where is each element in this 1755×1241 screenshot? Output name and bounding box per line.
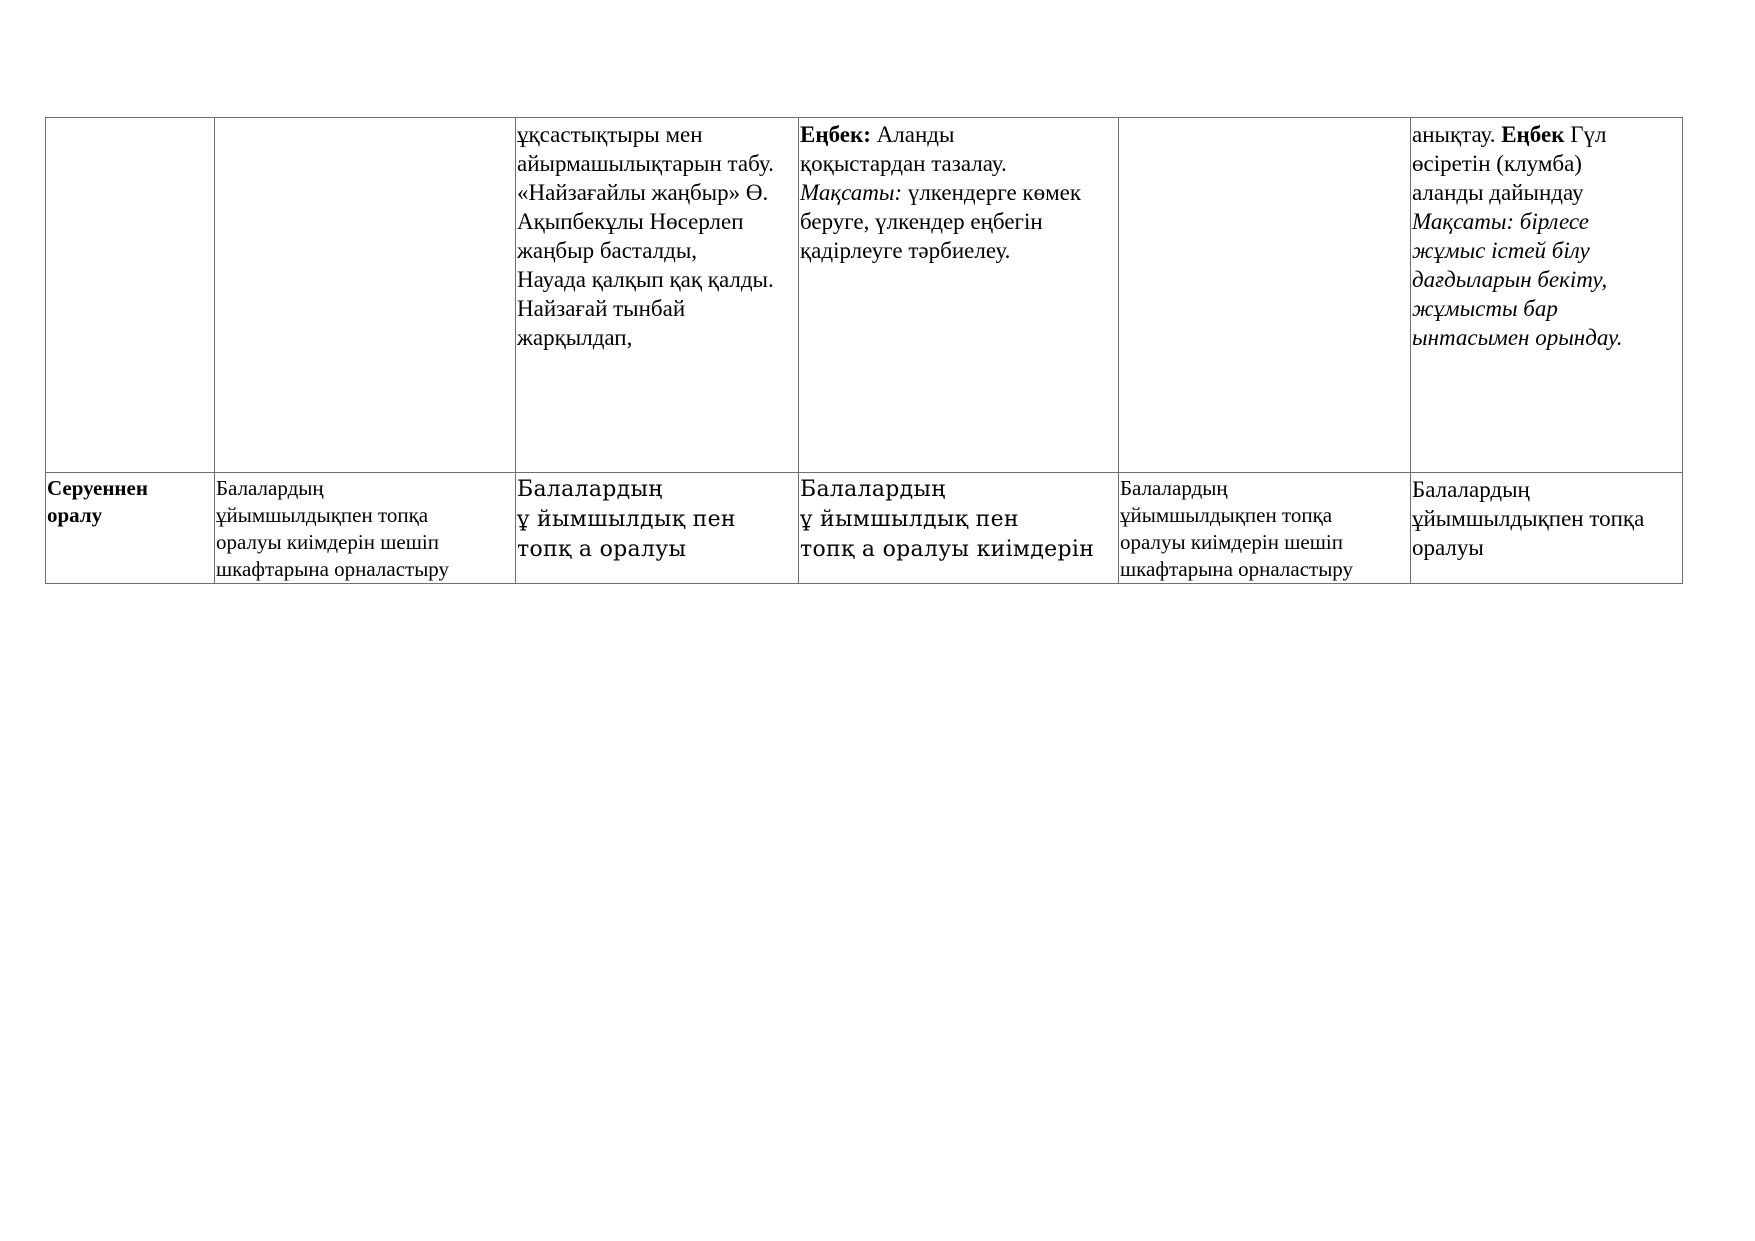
cell-text-line: жарқылдап, (517, 325, 633, 350)
cell-text-line: шкафтарына орналастыру (1120, 557, 1354, 581)
table-row (46, 118, 1683, 473)
cell-text-line: ұйымшылдықпен топқа (1120, 503, 1333, 527)
daily-plan-table (45, 117, 1683, 584)
cell-text-line (800, 178, 1117, 207)
row-heading: оралу (47, 503, 103, 527)
table-cell-r1-c1 (46, 118, 215, 473)
cell-text-line: Найзағай тынбай (517, 296, 686, 321)
table-cell-r2-c3 (516, 473, 799, 584)
cell-text-line: Балалардың (517, 477, 663, 502)
cell-text-line: ұ йымшылдық пен (517, 507, 736, 532)
goal-label: Мақсаты: (800, 180, 903, 205)
goal-text-line: дағдыларын бекіту, (1412, 267, 1608, 292)
cell-text-line: топқ а оралуы (517, 537, 687, 562)
cell-text-line: топқ а оралуы киімдерін (800, 537, 1095, 562)
cell-text-line: оралуы киімдерін шешіп (216, 530, 439, 554)
cell-text: анықтау. (1412, 122, 1502, 147)
table-cell-r2-c1 (46, 473, 215, 584)
row-heading: Серуеннен (47, 476, 148, 500)
goal-text-line: жұмысты бар (1412, 296, 1558, 321)
work-label: Еңбек (1501, 122, 1565, 147)
table-cell-r2-c5 (1119, 473, 1411, 584)
cell-text-line: Балалардың (1120, 476, 1228, 500)
goal-text-line: жұмыс істей білу (1412, 238, 1590, 263)
goal-text-line: Мақсаты: бірлесе (1412, 209, 1590, 234)
cell-text: үлкендерге көмек (902, 180, 1082, 205)
cell-text-line: шкафтарына орналастыру (216, 557, 450, 581)
table-cell-r1-c4 (799, 118, 1119, 473)
cell-text-line: «Найзағайлы жаңбыр» Ө. (517, 180, 769, 205)
cell-text-line: беруге, үлкендер еңбегін (800, 209, 1043, 234)
cell-text-line: Науада қалқып қақ қалды. (517, 267, 774, 292)
cell-text: Гүл (1564, 122, 1607, 147)
cell-text-line (800, 120, 1117, 149)
cell-text-line: қоқыстардан тазалау. (800, 151, 1007, 176)
cell-text: Аланды (870, 122, 955, 147)
cell-text-line: қадірлеуге тәрбиелеу. (800, 238, 1011, 263)
cell-text-line: айырмашылықтарын табу. (517, 151, 774, 176)
cell-text-line: ұ йымшылдық пен (800, 507, 1019, 532)
table-cell-r2-c4 (799, 473, 1119, 584)
cell-text-line: ұйымшылдықпен топқа (1412, 506, 1645, 531)
cell-text-line (1412, 120, 1681, 149)
table-cell-r1-c3 (516, 118, 799, 473)
cell-text-line: оралуы (1412, 535, 1484, 560)
cell-text-line: аланды дайындау (1412, 180, 1584, 205)
table-row (46, 473, 1683, 584)
cell-text-line: жаңбыр басталды, (517, 238, 698, 263)
table-cell-r1-c6 (1411, 118, 1683, 473)
work-label: Еңбек: (800, 122, 871, 147)
table-cell-r1-c2 (215, 118, 516, 473)
cell-text-line: оралуы киімдерін шешіп (1120, 530, 1343, 554)
cell-text-line: Балалардың (216, 476, 324, 500)
goal-text-line: ынтасымен орындау. (1412, 325, 1623, 350)
cell-text-line: Ақыпбекұлы Нөсерлеп (517, 209, 744, 234)
table-cell-r1-c5 (1119, 118, 1411, 473)
table-cell-r2-c2 (215, 473, 516, 584)
cell-text-line: ұқсастықтыры мен (517, 122, 703, 147)
cell-text-line: өсіретін (клумба) (1412, 151, 1582, 176)
cell-text-line: ұйымшылдықпен топқа (216, 503, 429, 527)
cell-text-line: Балалардың (800, 477, 946, 502)
table-cell-r2-c6 (1411, 473, 1683, 584)
cell-text-line: Балалардың (1412, 477, 1530, 502)
